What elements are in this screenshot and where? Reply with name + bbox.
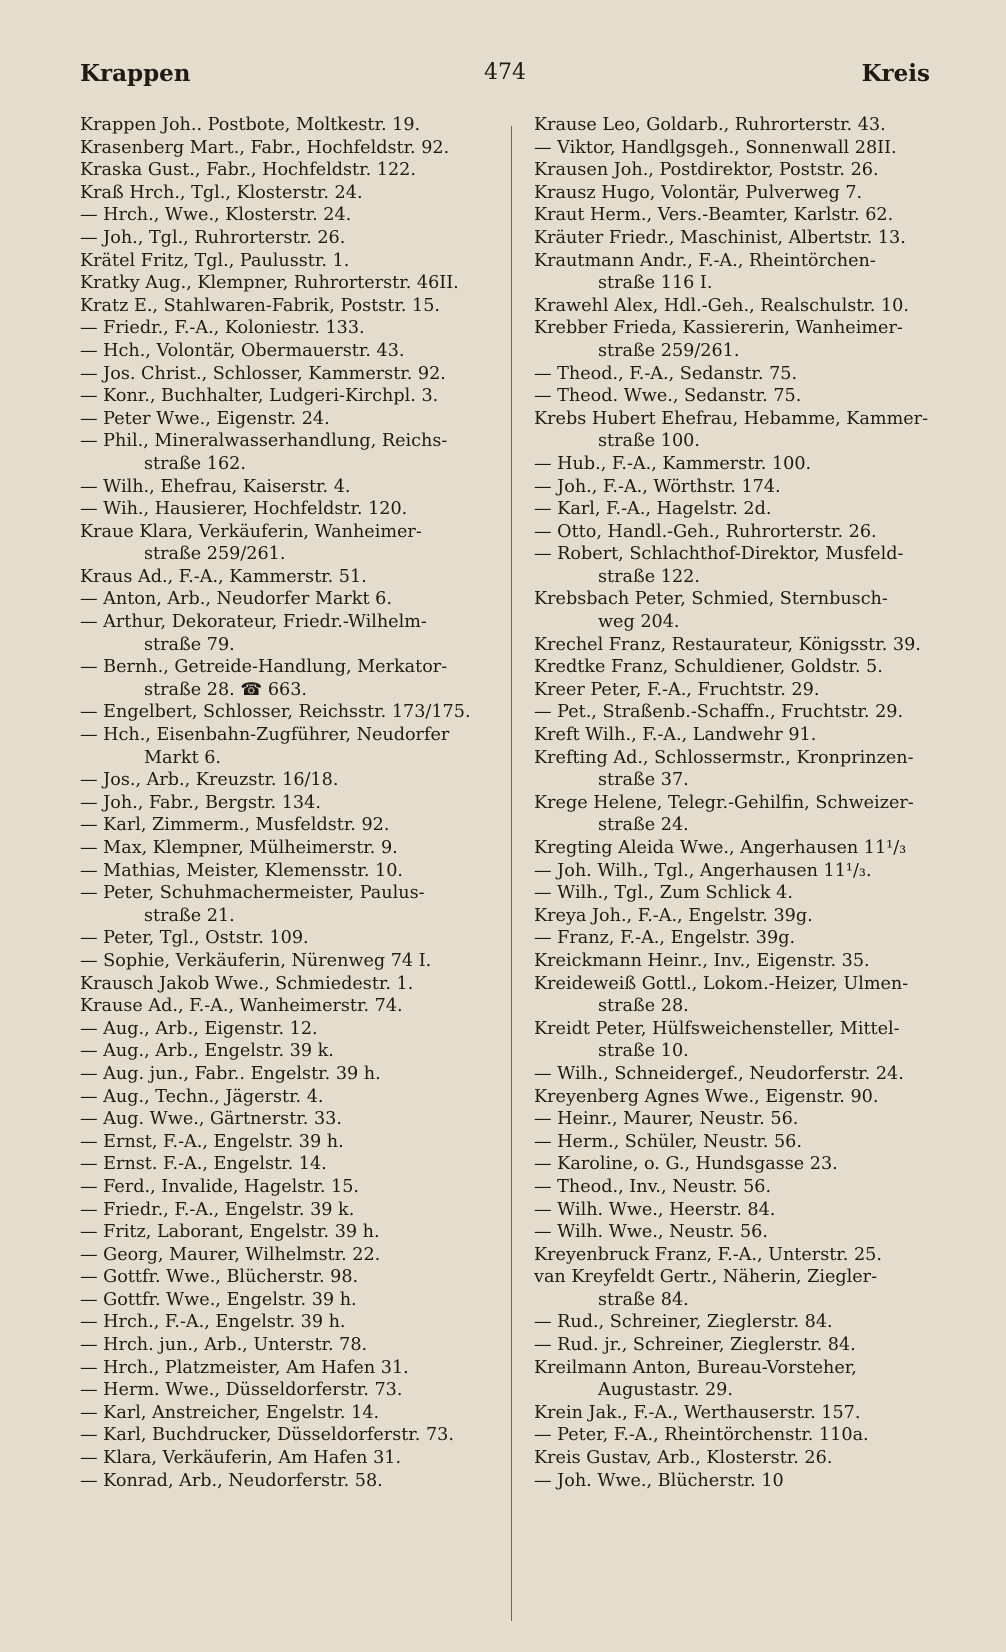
directory-entry: — Rud. jr., Schreiner, Zieglerstr. 84. xyxy=(534,1335,856,1356)
entry-continuation: straße 162. xyxy=(144,453,246,474)
directory-entry: — Jos., Arb., Kreuzstr. 16/18. xyxy=(80,770,339,791)
directory-entry: — Mathias, Meister, Klemensstr. 10. xyxy=(80,860,404,881)
entry-continuation: straße 84. xyxy=(598,1289,689,1310)
directory-entry: Kraska Gust., Fabr., Hochfeldstr. 122. xyxy=(80,160,416,181)
directory-entry: — Aug., Techn., Jägerstr. 4. xyxy=(80,1086,324,1107)
directory-entry: Krause Leo, Goldarb., Ruhrorterstr. 43. xyxy=(534,115,886,135)
directory-entry: — Wilh., Ehefrau, Kaiserstr. 4. xyxy=(80,476,351,497)
directory-entry: — Karl, F.-A., Hagelstr. 2d. xyxy=(534,499,772,520)
directory-entry: — Ferd., Invalide, Hagelstr. 15. xyxy=(80,1176,359,1197)
directory-entry: — Joh. Wwe., Blücherstr. 10 xyxy=(534,1470,784,1491)
directory-entry: — Hrch., Platzmeister, Am Hafen 31. xyxy=(80,1357,409,1378)
directory-entry: — Peter, F.-A., Rheintörchenstr. 110a. xyxy=(534,1425,869,1446)
directory-entry: Krege Helene, Telegr.-Gehilfin, Schweizer- xyxy=(534,792,914,813)
directory-entry: Kreya Joh., F.-A., Engelstr. 39g. xyxy=(534,905,813,926)
column-divider xyxy=(511,126,512,1621)
right-entry-list xyxy=(534,114,946,1492)
directory-entry: — Arthur, Dekorateur, Friedr.-Wilhelm- xyxy=(80,612,427,633)
directory-entry: — Pet., Straßenb.-Schaffn., Fruchtstr. 29. xyxy=(534,702,904,723)
directory-entry: Kratz E., Stahlwaren-Fabrik, Poststr. 15. xyxy=(80,295,441,316)
directory-entry: — Robert, Schlachthof-Direktor, Musfeld- xyxy=(534,544,904,565)
directory-entry: — Aug. jun., Fabr.. Engelstr. 39 h. xyxy=(80,1063,381,1084)
header-right-keyword: Kreis xyxy=(861,60,930,87)
directory-entry: — Peter, Tgl., Oststr. 109. xyxy=(80,928,309,949)
entry-continuation: straße 28. xyxy=(598,996,689,1017)
directory-entry: — Fritz, Laborant, Engelstr. 39 h. xyxy=(80,1222,380,1243)
directory-entry: — Joh., Fabr., Bergstr. 134. xyxy=(80,792,321,813)
directory-entry: — Aug., Arb., Engelstr. 39 k. xyxy=(80,1041,334,1062)
entry-continuation: straße 122. xyxy=(598,566,700,587)
directory-entry: Krausz Hugo, Volontär, Pulverweg 7. xyxy=(534,182,863,203)
directory-entry: — Gottfr. Wwe., Blücherstr. 98. xyxy=(80,1267,359,1288)
directory-entry: Kregting Aleida Wwe., Angerhausen 11¹/₃ xyxy=(534,838,907,858)
directory-entry: — Wilh., Tgl., Zum Schlick 4. xyxy=(534,883,793,904)
right-column xyxy=(534,114,946,1492)
directory-entry: Kraut Herm., Vers.-Beamter, Karlstr. 62. xyxy=(534,205,894,226)
directory-entry: Kräuter Friedr., Maschinist, Albertstr. 13. xyxy=(534,227,906,248)
directory-entry: — Engelbert, Schlosser, Reichsstr. 173/175. xyxy=(80,702,471,723)
entry-continuation: straße 24. xyxy=(598,815,689,836)
directory-entry: Krebs Hubert Ehefrau, Hebamme, Kammer- xyxy=(534,408,929,429)
entry-continuation: straße 116 I. xyxy=(598,273,713,294)
directory-entry: Kreickmann Heinr., Inv., Eigenstr. 35. xyxy=(534,950,870,971)
directory-entry: Kreer Peter, F.-A., Fruchtstr. 29. xyxy=(534,679,820,700)
directory-entry: Krechel Franz, Restaurateur, Königsstr. 39. xyxy=(534,634,921,655)
directory-entry: — Wilh., Schneidergef., Neudorferstr. 24. xyxy=(534,1063,904,1084)
directory-entry: — Hrch., Wwe., Klosterstr. 24. xyxy=(80,205,352,226)
directory-entry: — Hch., Eisenbahn-Zugführer, Neudorfer xyxy=(80,725,450,746)
directory-entry: — Bernh., Getreide-Handlung, Merkator- xyxy=(80,657,448,678)
directory-entry: — Hrch., F.-A., Engelstr. 39 h. xyxy=(80,1312,346,1333)
directory-entry: — Konr., Buchhalter, Ludgeri-Kirchpl. 3. xyxy=(80,386,439,407)
directory-entry: — Wih., Hausierer, Hochfeldstr. 120. xyxy=(80,499,408,520)
directory-entry: — Karoline, o. G., Hundsgasse 23. xyxy=(534,1154,838,1175)
directory-entry: — Hub., F.-A., Kammerstr. 100. xyxy=(534,453,812,474)
entry-continuation: Augustastr. 29. xyxy=(598,1380,733,1401)
directory-entry: — Aug. Wwe., Gärtnerstr. 33. xyxy=(80,1109,342,1130)
directory-entry: Krawehl Alex, Hdl.-Geh., Realschulstr. 10. xyxy=(534,295,909,316)
directory-entry: Krautmann Andr., F.-A., Rheintörchen- xyxy=(534,250,876,271)
directory-entry: — Theod. Wwe., Sedanstr. 75. xyxy=(534,386,802,407)
directory-entry: — Friedr., F.-A., Koloniestr. 133. xyxy=(80,318,365,339)
directory-entry: — Theod., Inv., Neustr. 56. xyxy=(534,1176,772,1197)
left-column xyxy=(80,114,520,1492)
directory-entry: — Karl, Zimmerm., Musfeldstr. 92. xyxy=(80,815,390,836)
entry-continuation: straße 21. xyxy=(144,905,235,926)
directory-entry: Krasenberg Mart., Fabr., Hochfeldstr. 92. xyxy=(80,137,450,158)
directory-entry: Krätel Fritz, Tgl., Paulusstr. 1. xyxy=(80,250,350,271)
directory-entry: Krausen Joh., Postdirektor, Poststr. 26. xyxy=(534,160,879,181)
entry-continuation: Markt 6. xyxy=(144,747,222,768)
directory-entry: — Peter Wwe., Eigenstr. 24. xyxy=(80,408,330,429)
directory-entry: Kreyenbruck Franz, F.-A., Unterstr. 25. xyxy=(534,1244,882,1265)
directory-entry: Kratky Aug., Klempner, Ruhrorterstr. 46II. xyxy=(80,273,459,294)
directory-entry: Kreideweiß Gottl., Lokom.-Heizer, Ulmen- xyxy=(534,973,909,994)
directory-entry: — Karl, Buchdrucker, Düsseldorferstr. 73. xyxy=(80,1425,454,1446)
directory-entry: — Wilh. Wwe., Heerstr. 84. xyxy=(534,1199,776,1220)
entry-continuation: straße 10. xyxy=(598,1041,689,1062)
entry-continuation: weg 204. xyxy=(598,612,680,633)
directory-entry: — Sophie, Verkäuferin, Nürenweg 74 I. xyxy=(80,950,432,971)
directory-entry: — Georg, Maurer, Wilhelmstr. 22. xyxy=(80,1244,381,1265)
entry-continuation: straße 100. xyxy=(598,431,700,452)
left-entry-list xyxy=(80,114,520,1492)
directory-entry: — Otto, Handl.-Geh., Ruhrorterstr. 26. xyxy=(534,521,877,542)
directory-entry: Kreilmann Anton, Bureau-Vorsteher, xyxy=(534,1357,857,1378)
directory-entry: Kraß Hrch., Tgl., Klosterstr. 24. xyxy=(80,182,363,203)
directory-entry: — Hrch. jun., Arb., Unterstr. 78. xyxy=(80,1335,368,1356)
directory-entry: — Gottfr. Wwe., Engelstr. 39 h. xyxy=(80,1289,357,1310)
directory-entry: — Rud., Schreiner, Zieglerstr. 84. xyxy=(534,1312,833,1333)
directory-entry: — Joh., F.-A., Wörthstr. 174. xyxy=(534,476,781,497)
directory-entry: Kredtke Franz, Schuldiener, Goldstr. 5. xyxy=(534,657,883,678)
directory-entry: — Theod., F.-A., Sedanstr. 75. xyxy=(534,363,798,384)
directory-entry: Krebber Frieda, Kassiererin, Wanheimer- xyxy=(534,318,903,339)
directory-entry: — Franz, F.-A., Engelstr. 39g. xyxy=(534,928,796,949)
entry-continuation: straße 79. xyxy=(144,634,235,655)
directory-entry: — Viktor, Handlgsgeh., Sonnenwall 28II. xyxy=(534,137,897,158)
directory-entry: Krause Ad., F.-A., Wanheimerstr. 74. xyxy=(80,996,403,1017)
directory-entry: Kreyenberg Agnes Wwe., Eigenstr. 90. xyxy=(534,1086,879,1107)
directory-entry: Kraus Ad., F.-A., Kammerstr. 51. xyxy=(80,566,367,587)
directory-entry: — Peter, Schuhmachermeister, Paulus- xyxy=(80,883,425,904)
directory-entry: — Phil., Mineralwasserhandlung, Reichs- xyxy=(80,431,448,452)
page-number: 474 xyxy=(484,60,526,85)
entry-continuation: straße 259/261. xyxy=(598,340,740,361)
directory-entry: — Konrad, Arb., Neudorferstr. 58. xyxy=(80,1470,383,1491)
directory-entry: — Klara, Verkäuferin, Am Hafen 31. xyxy=(80,1448,402,1469)
directory-entry: — Max, Klempner, Mülheimerstr. 9. xyxy=(80,838,398,858)
directory-entry: — Aug., Arb., Eigenstr. 12. xyxy=(80,1018,318,1039)
directory-entry: — Ernst. F.-A., Engelstr. 14. xyxy=(80,1154,327,1175)
directory-entry: — Herm., Schüler, Neustr. 56. xyxy=(534,1131,802,1152)
directory-entry: Krebsbach Peter, Schmied, Sternbusch- xyxy=(534,589,888,610)
directory-entry: Krein Jak., F.-A., Werthauserstr. 157. xyxy=(534,1402,861,1423)
directory-entry: — Ernst, F.-A., Engelstr. 39 h. xyxy=(80,1131,344,1152)
directory-entry: Krappen Joh.. Postbote, Moltkestr. 19. xyxy=(80,115,421,135)
directory-entry: — Wilh. Wwe., Neustr. 56. xyxy=(534,1222,768,1243)
directory-entry: van Kreyfeldt Gertr., Näherin, Ziegler- xyxy=(534,1267,878,1288)
directory-entry: Kreis Gustav, Arb., Klosterstr. 26. xyxy=(534,1448,833,1469)
entry-continuation: straße 259/261. xyxy=(144,544,286,565)
directory-entry: — Anton, Arb., Neudorfer Markt 6. xyxy=(80,589,392,610)
directory-entry: Kreidt Peter, Hülfsweichensteller, Mittel- xyxy=(534,1018,900,1039)
entry-continuation: straße 28. ☎ 663. xyxy=(144,679,308,700)
directory-entry: — Joh., Tgl., Ruhrorterstr. 26. xyxy=(80,227,346,248)
page-header xyxy=(80,60,930,96)
directory-entry: — Hch., Volontär, Obermauerstr. 43. xyxy=(80,340,405,361)
directory-entry: — Herm. Wwe., Düsseldorferstr. 73. xyxy=(80,1380,403,1401)
directory-entry: Krausch Jakob Wwe., Schmiedestr. 1. xyxy=(80,973,414,994)
entry-continuation: straße 37. xyxy=(598,770,689,791)
directory-entry: — Karl, Anstreicher, Engelstr. 14. xyxy=(80,1402,380,1423)
directory-entry: Krefting Ad., Schlossermstr., Kronprinzen- xyxy=(534,747,914,768)
header-left-keyword: Krappen xyxy=(80,60,191,87)
directory-entry: — Jos. Christ., Schlosser, Kammerstr. 92. xyxy=(80,363,446,384)
directory-entry: — Friedr., F.-A., Engelstr. 39 k. xyxy=(80,1199,355,1220)
directory-entry: — Joh. Wilh., Tgl., Angerhausen 11¹/₃. xyxy=(534,860,872,881)
directory-entry: — Heinr., Maurer, Neustr. 56. xyxy=(534,1109,799,1130)
directory-entry: Kraue Klara, Verkäuferin, Wanheimer- xyxy=(80,521,422,542)
directory-entry: Kreft Wilh., F.-A., Landwehr 91. xyxy=(534,725,817,746)
